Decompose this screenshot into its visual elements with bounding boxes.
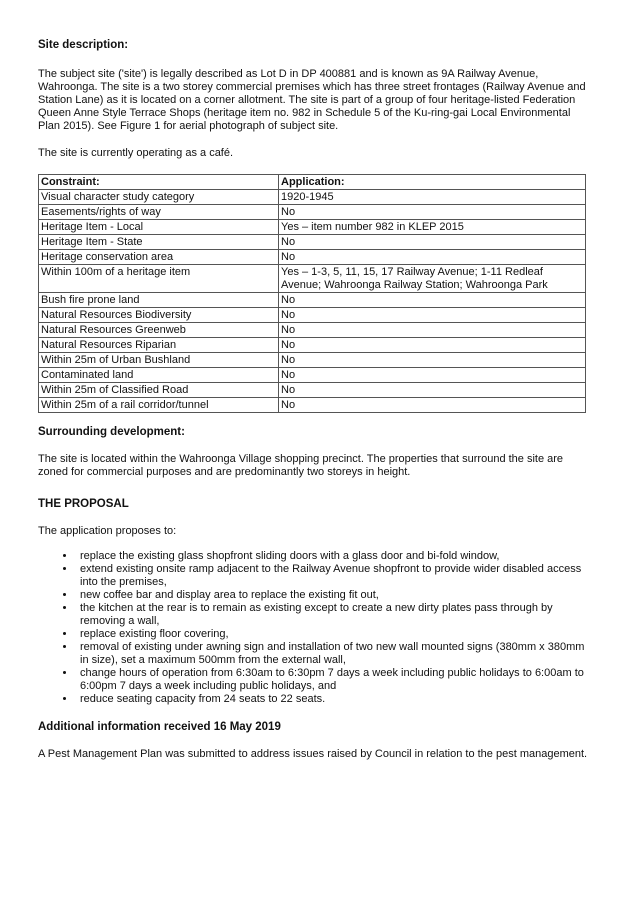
table-row [39,250,586,265]
document-content [38,38,592,761]
table-row [39,293,586,308]
site-description-paragraph: The subject site ('site') is legally described as Lot D in DP 400881 and is known as 9A Railway Avenue, Wahroonga. The site is a two storey commercial premises which has three street frontages (Railway Avenue and Station Lane) as it is located on a corner allotment. The site is part of a group of four heritage-listed Federation Queen Anne Style Terrace Shops (heritage item no. 982 in Schedule 5 of the Ku-ring-gai Local Environmental Plan 2015). See Figure 1 for aerial photograph of subject site. [38,68,586,132]
application-cell: No [279,323,586,338]
constraint-cell: Within 25m of Classified Road [39,383,279,398]
application-cell: Yes – 1-3, 5, 11, 15, 17 Railway Avenue; 1-11 Redleaf Avenue; Wahroonga Railway Station; Wahroonga Park [279,265,586,293]
table-row [39,353,586,368]
constraint-cell: Bush fire prone land [39,293,279,308]
constraint-cell: Natural Resources Biodiversity [39,308,279,323]
table-row [39,190,586,205]
surrounding-development-heading: Surrounding development: [38,426,185,438]
site-current-use-paragraph: The site is currently operating as a café. [38,147,234,159]
list-item: • extend existing onsite ramp adjacent to the Railway Avenue shopfront to provide wider disabled access into the premises, [76,563,592,589]
constraint-cell: Heritage conservation area [39,250,279,265]
constraint-cell: Easements/rights of way [39,205,279,220]
application-cell: No [279,293,586,308]
table-row [39,308,586,323]
table-row [39,368,586,383]
application-cell: 1920-1945 [279,190,586,205]
constraint-cell: Within 100m of a heritage item [39,265,279,293]
list-item: • replace the existing glass shopfront sliding doors with a glass door and bi-fold window, [76,550,592,563]
application-column-header: Application: [279,175,586,190]
table-row [39,235,586,250]
constraint-cell: Within 25m of Urban Bushland [39,353,279,368]
table-row [39,383,586,398]
application-cell: No [279,235,586,250]
application-cell: No [279,250,586,265]
table-row [39,338,586,353]
application-cell: No [279,308,586,323]
additional-info-paragraph: A Pest Management Plan was submitted to address issues raised by Council in relation to the pest management. [38,748,588,760]
proposal-intro: The application proposes to: [38,525,177,537]
list-item: • change hours of operation from 6:30am to 6:30pm 7 days a week including public holidays to 6:00am to 6:00pm 7 days a week including public holidays, and [76,667,592,693]
constraint-cell: Heritage Item - Local [39,220,279,235]
constraints-table [38,174,586,413]
constraint-cell: Visual character study category [39,190,279,205]
list-item: • replace existing floor covering, [76,628,592,641]
site-description-heading: Site description: [38,39,129,51]
table-row [39,265,586,293]
constraint-cell: Natural Resources Greenweb [39,323,279,338]
constraint-cell: Within 25m of a rail corridor/tunnel [39,398,279,413]
constraint-cell: Heritage Item - State [39,235,279,250]
list-item: • reduce seating capacity from 24 seats to 22 seats. [76,693,592,706]
constraint-cell: Natural Resources Riparian [39,338,279,353]
list-item: • new coffee bar and display area to replace the existing fit out, [76,589,592,602]
application-cell: No [279,368,586,383]
additional-info-heading: Additional information received 16 May 2019 [38,721,281,733]
table-header-row [39,175,586,190]
table-row [39,205,586,220]
application-cell: No [279,383,586,398]
application-cell: No [279,338,586,353]
table-row [39,398,586,413]
application-cell: No [279,398,586,413]
list-item: • removal of existing under awning sign and installation of two new wall mounted signs (380mm x 380mm in size), set a maximum 500mm from the external wall, [76,641,592,667]
constraint-cell: Contaminated land [39,368,279,383]
surrounding-development-paragraph: The site is located within the Wahroonga Village shopping precinct. The properties that surround the site are zoned for commercial purposes and are predominantly two storeys in height. [38,453,564,478]
application-cell: No [279,205,586,220]
proposal-heading: THE PROPOSAL [38,498,129,510]
application-cell: No [279,353,586,368]
table-row [39,220,586,235]
application-cell: Yes – item number 982 in KLEP 2015 [279,220,586,235]
list-item: • the kitchen at the rear is to remain as existing except to create a new dirty plates pass through by removing a wall, [76,602,592,628]
constraint-column-header: Constraint: [39,175,279,190]
table-row [39,323,586,338]
proposal-list [38,550,592,706]
